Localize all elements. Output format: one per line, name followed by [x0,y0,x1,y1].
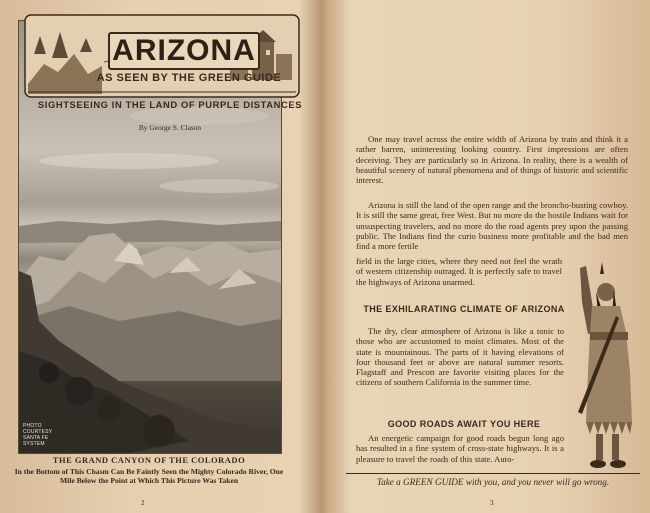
page-footer-slogan: Take a GREEN GUIDE with you, and you never will go wrong. [376,477,610,487]
photo-caption-text: In the Bottom of This Chasm Can Be Faintly Seen the Mighty Colorado River, One Mile Below the Point at Which This Picture Was Taken [14,467,284,485]
paragraph-2: Arizona is still the land of the open range and the broncho-busting cowboy. It is still the same great, free West. But no more do the hostile Indians wait for unsuspecting travelers, and no more do the road agents prey upon the passing public. The Indians find the curio business more profitable and the bad men find a more fertile [356,200,628,252]
masthead [24,14,300,98]
paragraph-3: The dry, clear atmosphere of Arizona is like a tonic to those who are accustomed to moist climates. Most of the state is mountainous. The parts of it having elevations of four thousand feet or above are natural summer resorts. Flagstaff and Prescott are favorite visiting places for the citizens of southern California in the summer time. [356,326,564,388]
paragraph-2-continued: field in the large cities, where they need not feel the wrath of western citizenship outraged. It is perfectly safe to travel the highways of Arizona unarmed. [356,256,562,287]
roads-heading: GOOD ROADS AWAIT YOU HERE [387,419,541,429]
page-number-left: 2 [141,499,145,507]
article-heading: SIGHTSEEING IN THE LAND OF PURPLE DISTANCES [37,99,303,110]
photo-credit: PHOTO COURTESY SANTA FE SYSTEM [23,423,53,447]
masthead-title-banner [108,32,260,70]
page-number-right: 3 [490,499,494,507]
masthead-title: ARIZONA [112,34,256,67]
article-byline: By George S. Clason [138,123,202,132]
native-woman-figure-illustration [566,262,638,470]
paragraph-4: An energetic campaign for good roads begun long ago has resulted in a fine system of cross-state highways. It is a pleasure to travel the roads of this state. Auto- [356,433,564,464]
masthead-subtitle: AS SEEN BY THE GREEN GUIDE [96,72,282,84]
climate-heading: THE EXHILARATING CLIMATE OF ARIZONA [363,304,565,314]
paragraph-1: One may travel across the entire width of Arizona by train and think it a rather barren, uninteresting looking country. First impressions are often deceiving. They are particularly so in Arizona. In reality, there is a wealth of beautiful scenery of natural phenomena and of things of historic and scientific interest. [356,134,628,186]
footer-divider [346,473,640,474]
photo-caption-title: THE GRAND CANYON OF THE COLORADO [52,455,246,465]
